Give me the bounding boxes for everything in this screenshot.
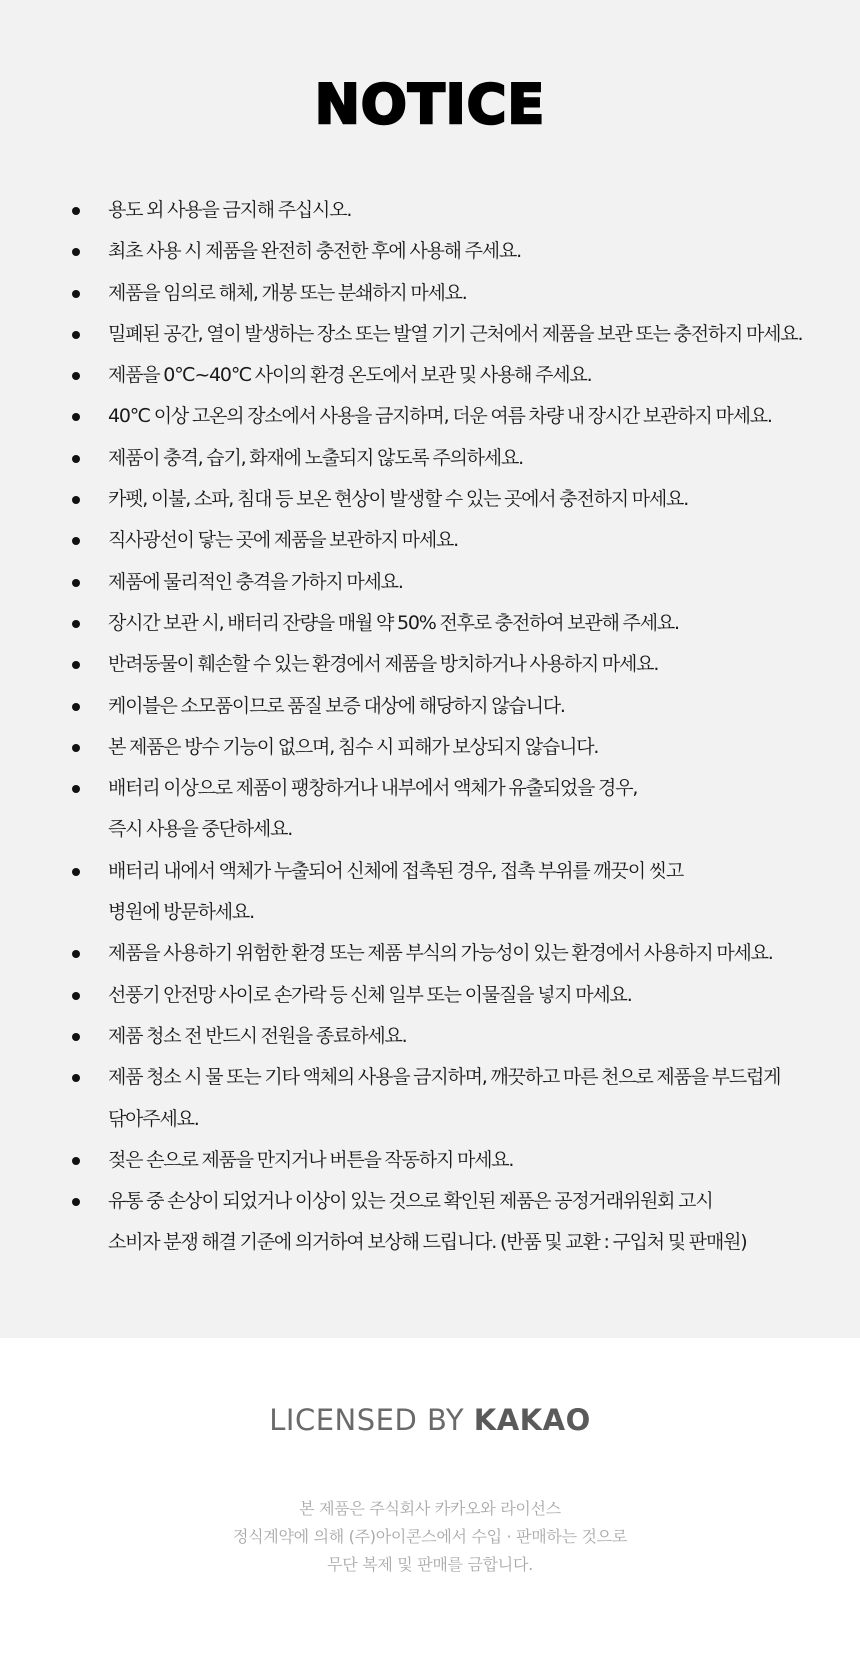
notice-item-text: 제품 청소 시 물 또는 기타 액체의 사용을 금지하며, 깨끗하고 마른 천으로 제품을 부드럽게	[108, 1066, 781, 1089]
notice-item	[70, 644, 840, 685]
notice-item-text: 제품을 사용하기 위험한 환경 또는 제품 부식의 가능성이 있는 환경에서 사용하지 마세요.	[108, 942, 773, 965]
bullet-icon	[72, 207, 80, 215]
notice-item	[70, 1140, 840, 1181]
bullet-icon	[72, 455, 80, 463]
bullet-icon	[72, 1074, 80, 1082]
notice-item	[70, 933, 840, 974]
notice-item-text: 배터리 이상으로 제품이 팽창하거나 내부에서 액체가 유출되었을 경우,	[108, 777, 638, 800]
bullet-icon	[72, 290, 80, 298]
notice-item-text: 케이블은 소모품이므로 품질 보증 대상에 해당하지 않습니다.	[108, 694, 565, 717]
bullet-icon	[72, 868, 80, 876]
bullet-icon	[72, 1198, 80, 1206]
notice-item-text: 제품을 임의로 해체, 개봉 또는 분쇄하지 마세요.	[108, 281, 467, 304]
notice-item	[70, 603, 840, 644]
notice-item-text: 유통 중 손상이 되었거나 이상이 있는 것으로 확인된 제품은 공정거래위원회 고시	[108, 1190, 713, 1213]
notice-item-text: 장시간 보관 시, 배터리 잔량을 매월 약 50% 전후로 충전하여 보관해 주세요.	[108, 611, 679, 634]
bullet-icon	[72, 248, 80, 256]
license-brand: KAKAO	[473, 1403, 591, 1437]
notice-item-text: 젖은 손으로 제품을 만지거나 버튼을 작동하지 마세요.	[108, 1148, 514, 1171]
notice-item-text: 제품을 0℃~40℃ 사이의 환경 온도에서 보관 및 사용해 주세요.	[108, 364, 592, 387]
notice-item-text: 소비자 분쟁 해결 기준에 의거하여 보상해 드립니다. (반품 및 교환 : 구입처 및 판매원)	[108, 1231, 747, 1254]
notice-item	[70, 975, 840, 1016]
notice-item-text: 배터리 내에서 액체가 누출되어 신체에 접촉된 경우, 접촉 부위를 깨끗이 씻고	[108, 859, 684, 882]
notice-item	[70, 520, 840, 561]
notice-item-text: 선풍기 안전망 사이로 손가락 등 신체 일부 또는 이물질을 넣지 마세요.	[108, 983, 632, 1006]
notice-item	[70, 273, 840, 314]
notice-item-text: 반려동물이 훼손할 수 있는 환경에서 제품을 방치하거나 사용하지 마세요.	[108, 653, 659, 676]
notice-item-text: 최초 사용 시 제품을 완전히 충전한 후에 사용해 주세요.	[108, 240, 521, 263]
license-line: 무단 복제 및 판매를 금합니다.	[327, 1555, 533, 1574]
notice-item	[70, 727, 840, 768]
bullet-icon	[72, 620, 80, 628]
notice-item	[70, 1057, 840, 1140]
bullet-icon	[72, 1157, 80, 1165]
notice-item	[70, 438, 840, 479]
bullet-icon	[72, 744, 80, 752]
bullet-icon	[72, 703, 80, 711]
bullet-icon	[72, 331, 80, 339]
notice-item-text: 40℃ 이상 고온의 장소에서 사용을 금지하며, 더운 여름 차량 내 장시간 보관하지 마세요.	[108, 405, 772, 428]
notice-item	[70, 1016, 840, 1057]
notice-item-text: 병원에 방문하세요.	[108, 901, 254, 924]
notice-item	[70, 396, 840, 437]
bullet-icon	[72, 785, 80, 793]
notice-item	[70, 479, 840, 520]
notice-item	[70, 851, 840, 934]
bullet-icon	[72, 950, 80, 958]
license-line: 정식계약에 의해 (주)아이콘스에서 수입 · 판매하는 것으로	[233, 1527, 627, 1546]
bullet-icon	[72, 579, 80, 587]
bullet-icon	[72, 992, 80, 1000]
bullet-icon	[72, 1033, 80, 1041]
notice-item-text: 닦아주세요.	[108, 1107, 199, 1130]
bullet-icon	[72, 537, 80, 545]
notice-item	[70, 1181, 840, 1264]
notice-item-text: 제품 청소 전 반드시 전원을 종료하세요.	[108, 1024, 407, 1047]
notice-item	[70, 190, 840, 231]
notice-item-text: 밀폐된 공간, 열이 발생하는 장소 또는 발열 기기 근처에서 제품을 보관 또는 충전하지 마세요.	[108, 322, 803, 345]
notice-item	[70, 355, 840, 396]
bullet-icon	[72, 372, 80, 380]
notice-list	[70, 190, 840, 1264]
notice-item-text: 직사광선이 닿는 곳에 제품을 보관하지 마세요.	[108, 529, 458, 552]
license-description	[0, 1495, 860, 1579]
bullet-icon	[72, 661, 80, 669]
notice-item-text: 용도 외 사용을 금지해 주십시오.	[108, 199, 352, 221]
license-line: 본 제품은 주식회사 카카오와 라이선스	[299, 1499, 561, 1518]
bullet-icon	[72, 496, 80, 504]
license-prefix: LICENSED BY	[269, 1403, 474, 1437]
notice-item-text: 제품에 물리적인 충격을 가하지 마세요.	[108, 570, 403, 593]
notice-item	[70, 686, 840, 727]
notice-item-text: 본 제품은 방수 기능이 없으며, 침수 시 피해가 보상되지 않습니다.	[108, 735, 599, 758]
notice-item-text: 카펫, 이불, 소파, 침대 등 보온 현상이 발생할 수 있는 곳에서 충전하지 마세요.	[108, 488, 689, 511]
notice-item	[70, 231, 840, 272]
notice-title: NOTICE	[314, 73, 546, 136]
notice-item	[70, 314, 840, 355]
bullet-icon	[72, 413, 80, 421]
notice-item-text: 제품이 충격, 습기, 화재에 노출되지 않도록 주의하세요.	[108, 446, 523, 469]
notice-item	[70, 562, 840, 603]
license-title	[0, 1403, 860, 1437]
notice-item-text: 즉시 사용을 중단하세요.	[108, 818, 293, 841]
notice-item	[70, 768, 840, 851]
